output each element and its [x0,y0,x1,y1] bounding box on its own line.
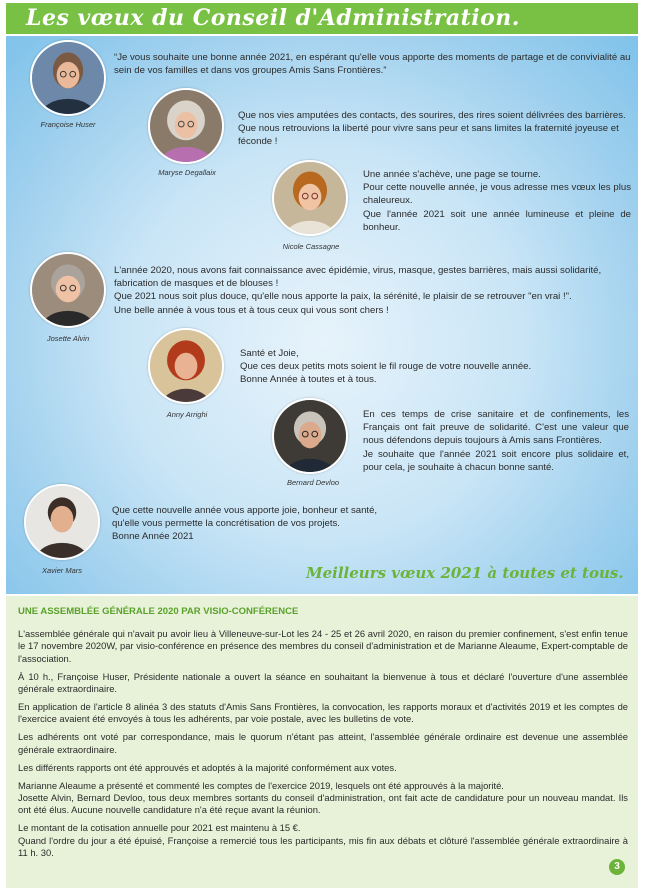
header-banner [6,3,638,34]
general-assembly-section [6,596,638,888]
wish-text [363,408,629,474]
wish-text [240,347,620,387]
wish-line: En ces temps de crise sanitaire et de confinements, les Français ont fait preuve de solidarité. C'est une valeur que nous défendons depuis toujours à Amis sans Frontières. [363,409,629,447]
wish-line: Que cette nouvelle année vous apporte joie, bonheur et santé, [112,505,378,516]
author-name: Bernard Devloo [286,478,340,487]
paragraph: Quand l'ordre du jour a été épuisé, Françoise a remercié tous les participants, mis fin aux débats et clôturé l'assemblée générale extraordinaire à 11 h. 30. [18,834,628,859]
portrait-photo [30,40,106,116]
wish-line: Santé et Joie, [240,348,299,359]
wish-text [363,168,631,234]
paragraph: Josette Alvin, Bernard Devloo, tous deux membres sortants du conseil d'administration, ont fait acte de candidature pour un nouveau mandat. Ils ont été élus. Aucune nouvelle candidature n'a été reçue avant la réunion. [18,791,628,816]
wishes-section [6,36,638,594]
wish-line: Une belle année à vous tous et à tous ceux qui vous sont chers ! [114,304,389,316]
portrait-anny-icon [150,330,222,402]
wish-line: Pour cette nouvelle année, je vous adresse mes vœux les plus chaleureux. [363,182,631,207]
wish-line: Une année s'achève, une page se tourne. [363,169,541,180]
author-name: Maryse Degallaix [158,168,216,177]
paragraph: À 10 h., Françoise Huser, Présidente nationale a ouvert la séance en souhaitant la bienvenue à tous et déclaré l'ouverture d'une assemblée générale extraordinaire. [18,670,628,695]
paragraph: Les adhérents ont voté par correspondance, mais le quorum n'étant pas atteint, l'assemblée générale ordinaire est devenue une assemblée générale extraordinaire. [18,731,628,755]
wish-line: Que l'année 2021 soit une année lumineuse et pleine de bonheur. [363,208,631,233]
wish-text [114,264,632,317]
portrait-maryse-icon [150,90,222,162]
portrait-josette-icon [32,254,104,326]
author-name: Josette Alvin [46,334,90,343]
author-name: Françoise Huser [40,120,96,129]
section-heading: UNE ASSEMBLÉE GÉNÉRALE 2020 PAR VISIO-CONFÉRENCE [18,606,299,617]
wish-line: Bonne Année 2021 [112,531,194,543]
portrait-photo [148,88,224,164]
wish-line: qu'elle vous permette la concrétisation de vos projets. [112,518,340,530]
wish-text [238,109,630,149]
portrait-photo [272,398,348,474]
portrait-photo [30,252,106,328]
wish-text [112,504,532,544]
paragraph: Le montant de la cotisation annuelle pour 2021 est maintenu à 15 €. [18,822,301,834]
section-body [18,628,628,865]
author-name: Xavier Mars [41,566,82,575]
wish-line: L'année 2020, nous avons fait connaissance avec épidémie, virus, masque, gestes barrières, mais aussi solidarité, fabrication de masques et de blouses ! [114,265,602,290]
wish-line: Que nos vies amputées des contacts, des sourires, des rires soient délivrées des barrières. Que nous retrouvions la liberté pour vivre sans peur et sans limites la fraternité joyeuse et féconde ! [238,110,626,148]
portrait-nicole-icon [274,162,346,234]
portrait-photo [272,160,348,236]
paragraph: Les différents rapports ont été approuvés et adoptés à la majorité conformément aux votes. [18,761,397,773]
wish-line: Que ces deux petits mots soient le fil rouge de votre nouvelle année. [240,361,532,373]
wish-line: Que 2021 nous soit plus douce, qu'elle nous apporte la paix, la sérénité, le plaisir de se retrouver "en vrai !". [114,291,572,303]
author-name: Nicole Cassagne [282,242,340,251]
wish-line: Bonne Année à toutes et à tous. [240,374,377,386]
portrait-francoise-icon [32,42,104,114]
wish-line: “Je vous souhaite une bonne année 2021, en espérant qu'elle vous apporte des moments de partage et de convivialité au sein de vos familles et dans vos groupes Amis Sans Frontières.” [114,52,631,77]
closing-wishes: Meilleurs vœux 2021 à toutes et tous. [306,564,624,582]
author-name: Anny Arrighi [166,410,208,419]
paragraph: L'assemblée générale qui n'avait pu avoir lieu à Villeneuve-sur-Lot les 24 - 25 et 26 avril 2020, en raison du premier confinement, s'est enfin tenue le 17 novembre 2020W, par visio-conférence en présence des membres du conseil d'administration et de Marianne Aleaume, Expert-comptable de l'association. [18,628,628,664]
paragraph: En application de l'article 8 alinéa 3 des statuts d'Amis Sans Frontières, la convocation, les rapports moraux et d'activités 2019 et les comptes de l'exercice avaient été envoyés à tous les adhérents, par voie postale, avec les bulletins de vote. [18,701,628,725]
page-number-badge: 3 [609,859,625,875]
page-title: Les vœux du Conseil d'Administration. [26,5,520,31]
paragraph: Marianne Aleaume a présenté et commenté les comptes de l'exercice 2019, lesquels ont été approuvés à la majorité. [18,779,504,791]
portrait-bernard-icon [274,400,346,472]
wish-line: Je souhaite que l'année 2021 soit encore plus solidaire et, pour cela, je souhaite à chacun bonne santé. [363,448,629,473]
portrait-photo [24,484,100,560]
portrait-xavier-icon [26,486,98,558]
portrait-photo [148,328,224,404]
wish-text [114,51,634,77]
